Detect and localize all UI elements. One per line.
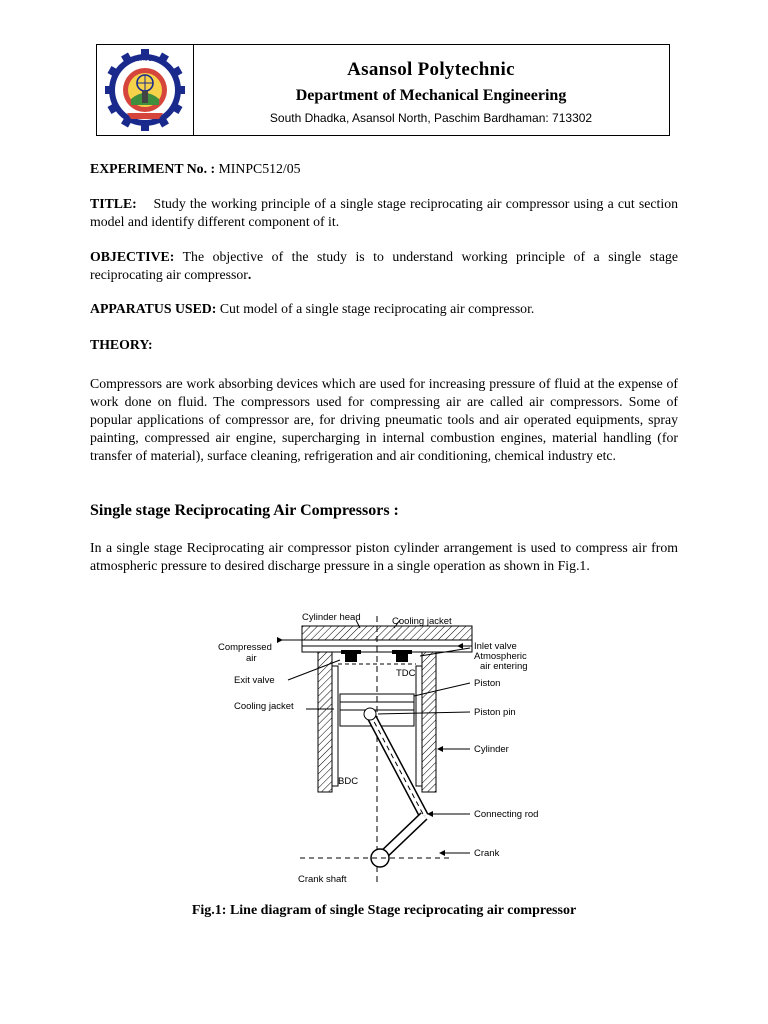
objective-paragraph: [90, 248, 678, 284]
label-crank: Crank: [474, 848, 500, 859]
apparatus-label: APPARATUS USED:: [90, 301, 217, 316]
title-label: TITLE:: [90, 196, 137, 211]
experiment-value: MINPC512/05: [218, 161, 301, 176]
logo-cell: [97, 45, 194, 135]
label-cylinder: Cylinder: [474, 744, 509, 755]
theory-text: Compressors are work absorbing devices which are used for increasing pressure of fluid at the expense of work done on fluid. The compressors used for compressing air are called air compressors. Some of popular applications of compressor are, for driving pneumatic tools and air operated equipments, spray painting, compressed air engine, supercharging in internal combustion engines, material handling (for transfer of material), surface cleaning, refrigeration and air conditioning, chemical industry etc.: [90, 376, 678, 463]
experiment-label: EXPERIMENT No. :: [90, 161, 216, 176]
apparatus-paragraph: [90, 300, 678, 318]
label-cooling-jacket-left: Cooling jacket: [234, 701, 294, 712]
objective-text: The objective of the study is to understand working principle of a single stage reciprocating air compressor: [90, 249, 679, 282]
label-exit-valve: Exit valve: [234, 675, 275, 686]
header-box: [96, 44, 670, 136]
cylinder-wall-right: [422, 652, 436, 792]
label-atmospheric: Atmospheric: [474, 651, 527, 662]
label-compressed: Compressed: [218, 642, 272, 653]
label-bdc: BDC: [338, 776, 359, 787]
piston-pin-shape: [364, 708, 376, 720]
label-connecting-rod: Connecting rod: [474, 809, 539, 820]
theory-heading: THEORY:: [90, 337, 153, 352]
label-crank-shaft: Crank shaft: [298, 874, 347, 885]
label-cooling-jacket-top: Cooling jacket: [392, 616, 452, 627]
experiment-number: [90, 160, 678, 178]
objective-end: .: [247, 267, 252, 282]
figure-caption: Fig.1: Line diagram of single Stage reciprocating air compressor: [191, 903, 577, 918]
section-text: In a single stage Reciprocating air compressor piston cylinder arrangement is used to compress air from atmospheric pressure to desired discharge pressure in a single operation as shown in Fig.1.: [90, 540, 678, 573]
college-emblem-logo-icon: [101, 47, 189, 133]
institute-name: Asansol Polytechnic: [347, 59, 515, 80]
label-air-entering: air entering: [480, 661, 528, 672]
apparatus-text: Cut model of a single stage reciprocating air compressor.: [219, 301, 535, 316]
department-name: Department of Mechanical Engineering: [295, 87, 567, 104]
title-text: Study the working principle of a single stage reciprocating air compressor using a cut section model and identify different component of it.: [90, 196, 679, 229]
section-heading: Single stage Reciprocating Air Compressors :: [90, 502, 399, 519]
label-piston-pin: Piston pin: [474, 707, 516, 718]
institute-address: South Dhadka, Asansol North, Paschim Bardhaman: 713302: [269, 111, 593, 125]
svg-text:A S A N S O L: A S A N S O L: [128, 57, 162, 63]
label-inlet-valve: Inlet valve: [474, 641, 517, 652]
label-air: air: [246, 653, 257, 664]
compressor-diagram: [210, 606, 560, 892]
label-cylinder-head: Cylinder head: [302, 612, 361, 623]
objective-label: OBJECTIVE:: [90, 249, 175, 264]
label-tdc: TDC: [396, 668, 416, 679]
cylinder-head-shape: [302, 626, 472, 640]
label-piston: Piston: [474, 678, 501, 689]
title-paragraph: [90, 195, 678, 231]
cylinder-wall-left: [318, 652, 332, 792]
